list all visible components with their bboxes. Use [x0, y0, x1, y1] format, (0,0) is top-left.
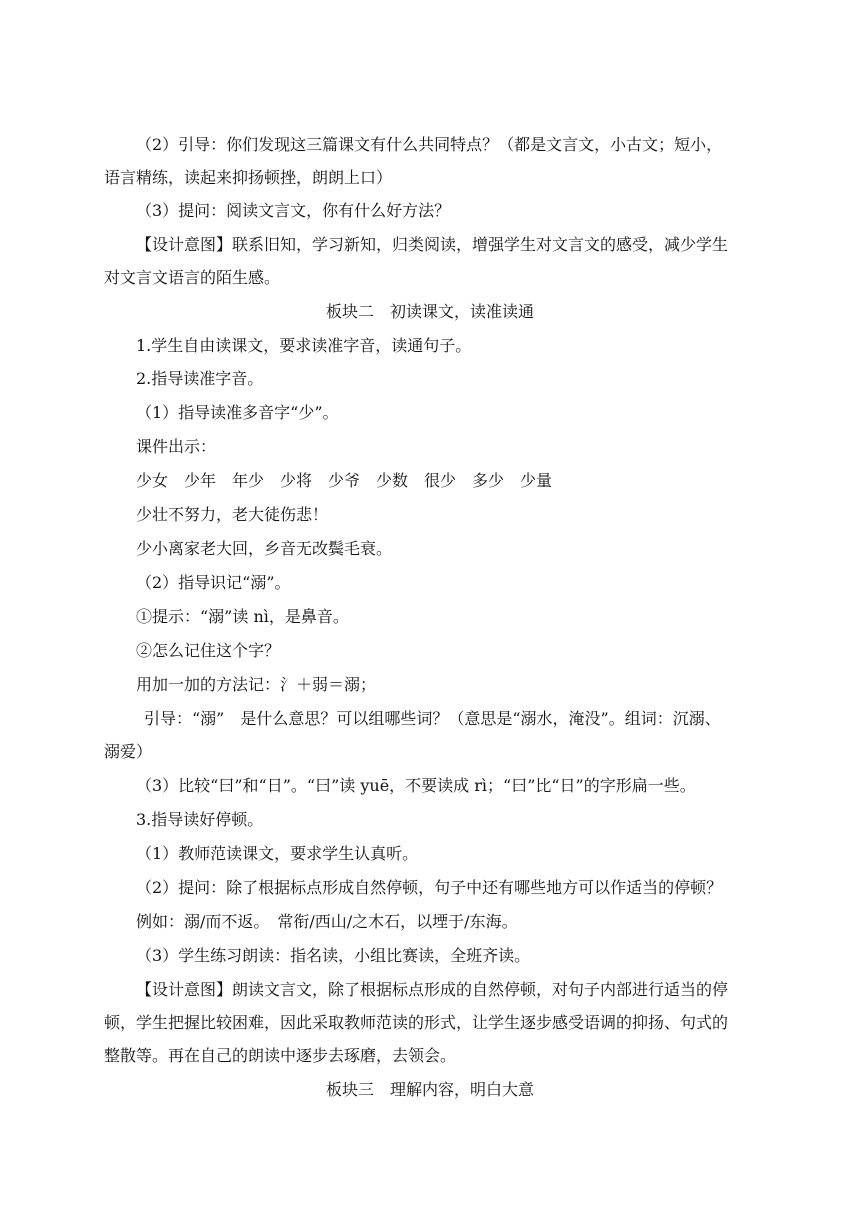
- step-3: 3.指导读好停顿。: [136, 810, 264, 829]
- design-intent-2-cont2: 整散等。再在自己的朗读中逐步去琢磨，去领会。: [104, 1046, 457, 1065]
- guide-meaning: 引导：“溺” 是什么意思？可以组哪些词？（意思是“溺水，淹没”。组词：沉溺、: [144, 709, 721, 728]
- pause-teacher-read: （1）教师范读课文，要求学生认真听。: [136, 844, 419, 863]
- pause-question: （2）提问：除了根据标点形成自然停顿，句子中还有哪些地方可以作适当的停顿？: [136, 878, 723, 897]
- tip-memorize: ②怎么记住这个字？: [136, 641, 281, 660]
- guide-meaning-cont: 溺爱）: [104, 742, 153, 761]
- substep-ni: （2）指导识记“溺”。: [136, 573, 291, 592]
- pause-example: 例如：溺/而不返。 常衔/西山/之木石，以堙于/东海。: [136, 912, 518, 931]
- memorize-method: 用加一加的方法记：氵＋弱＝溺；: [136, 675, 377, 694]
- paragraph-guide-common-features: （2）引导：你们发现这三篇课文有什么共同特点？（都是文言文，小古文；短小，: [136, 135, 723, 154]
- word-list: 少女 少年 年少 少将 少爷 少数 很少 多少 少量: [136, 471, 553, 490]
- substep-polyphone: （1）指导读准多音字“少”。: [136, 403, 339, 422]
- paragraph-guide-common-features-cont: 语言精练，读起来抑扬顿挫，朗朗上口）: [104, 168, 393, 187]
- substep-compare: （3）比较“曰”和“日”。“曰”读 yuē，不要读成 rì；“曰”比“日”的字形扁一些。: [136, 776, 696, 795]
- section-3-title: 板块三 理解内容，明白大意: [325, 1080, 534, 1099]
- section-2-title: 板块二 初读课文，读准读通: [325, 302, 534, 321]
- design-intent-1: 【设计意图】联系旧知，学习新知，归类阅读，增强学生对文言文的感受，减少学生: [136, 235, 729, 254]
- design-intent-2: 【设计意图】朗读文言文，除了根据标点形成的自然停顿，对句子内部进行适当的停: [136, 980, 729, 999]
- design-intent-1-cont: 对文言文语言的陌生感。: [104, 268, 281, 287]
- poem-line-2: 少小离家老大回，乡音无改鬓毛衰。: [136, 539, 393, 558]
- courseware-label: 课件出示：: [136, 437, 217, 456]
- design-intent-2-cont1: 顿，学生把握比较困难，因此采取教师范读的形式，让学生逐步感受语调的抑扬、句式的: [104, 1013, 729, 1032]
- pause-practice: （3）学生练习朗读：指名读，小组比赛读，全班齐读。: [136, 946, 531, 965]
- poem-line-1: 少壮不努力，老大徒伤悲！: [136, 505, 329, 524]
- tip-pronunciation: ①提示：“溺”读 nì，是鼻音。: [136, 607, 349, 626]
- step-1: 1.学生自由读课文，要求读准字音，读通句子。: [136, 336, 472, 355]
- step-2: 2.指导读准字音。: [136, 369, 264, 388]
- paragraph-question-method: （3）提问：阅读文言文，你有什么好方法？: [136, 201, 451, 220]
